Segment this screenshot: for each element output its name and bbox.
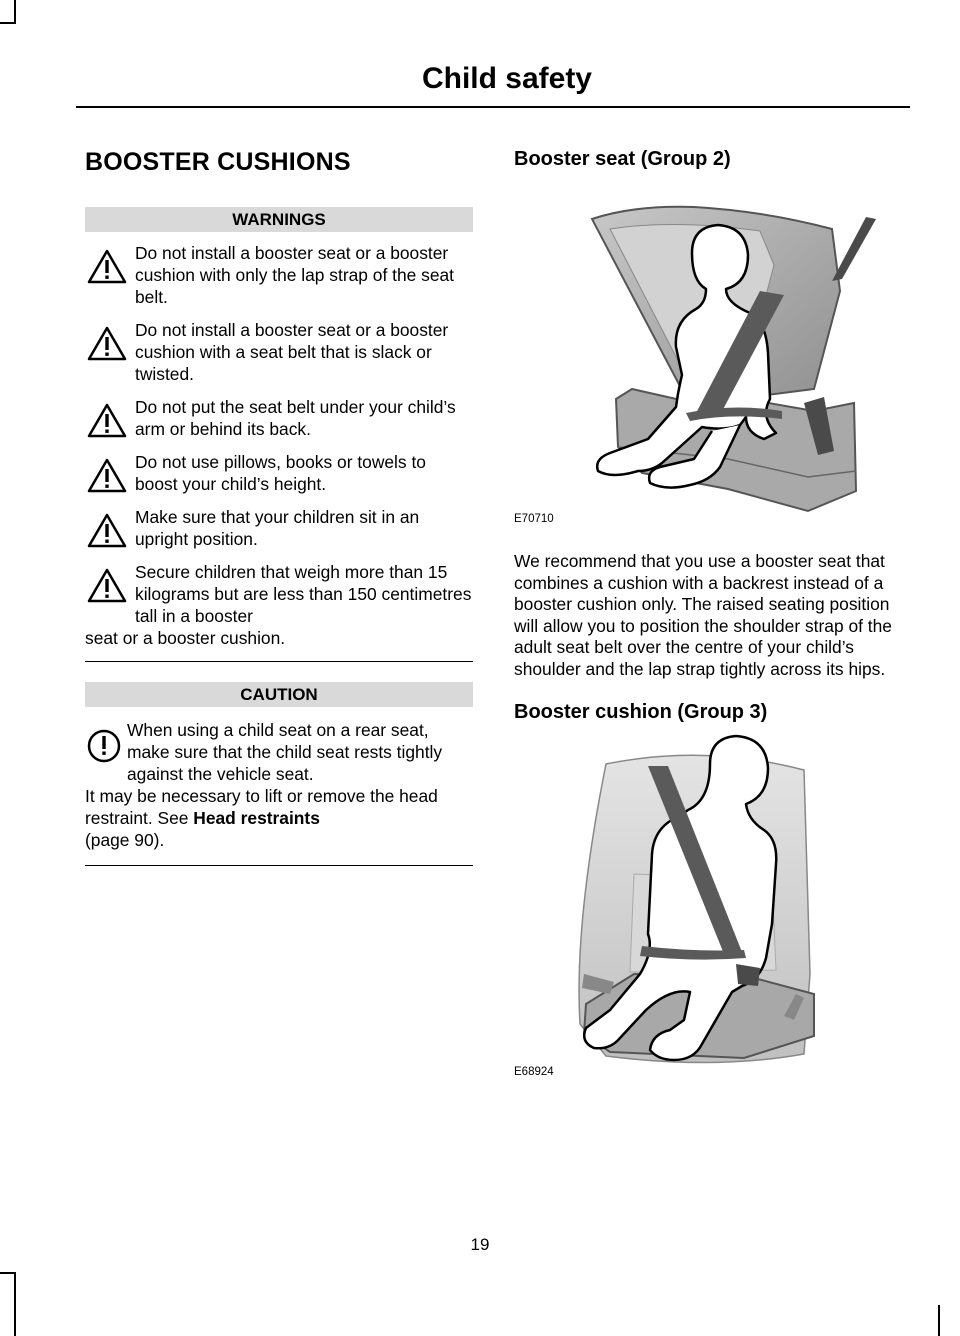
warning-item: [85, 396, 473, 440]
booster-cushion-illustration: [514, 724, 909, 1074]
warnings-banner: WARNINGS: [85, 207, 473, 232]
booster-cushion-heading: Booster cushion (Group 3): [514, 701, 768, 723]
booster-cushion-figure: [514, 724, 909, 1078]
warning-item: [85, 561, 473, 649]
caution-page-ref[interactable]: (page 90).: [85, 830, 165, 850]
crop-mark-br-v: [938, 1305, 940, 1336]
figure-id: E70710: [514, 513, 554, 525]
caution-banner: CAUTION: [85, 682, 473, 707]
head-restraints-link[interactable]: Head restraints: [193, 808, 320, 828]
warning-text-continued: seat or a booster cushion.: [85, 628, 286, 648]
warning-item: [85, 451, 473, 495]
warning-item: [85, 242, 473, 308]
warning-triangle-icon: [87, 568, 127, 604]
figure-id: E68924: [514, 1066, 554, 1078]
warning-item: [85, 319, 473, 385]
warning-item: [85, 506, 473, 550]
caution-text: When using a child seat on a rear seat, make sure that the child seat rests tightly against the vehicle seat.: [127, 720, 443, 784]
caution-circle-icon: [87, 725, 129, 767]
crop-mark-tl-v: [14, 0, 16, 24]
right-column: [514, 148, 909, 1078]
booster-seat-heading: Booster seat (Group 2): [514, 148, 731, 170]
warning-text: Do not install a booster seat or a booster cushion with a seat belt that is slack or twisted.: [135, 320, 449, 384]
warning-triangle-icon: [87, 326, 127, 362]
crop-mark-bl-v: [14, 1272, 16, 1336]
booster-seat-figure: [514, 171, 909, 525]
warning-text: Do not install a booster seat or a booster cushion with only the lap strap of the seat belt.: [135, 243, 455, 307]
warning-text: Make sure that your children sit in an upright position.: [135, 507, 420, 549]
warning-triangle-icon: [87, 249, 127, 285]
crop-mark-bl-h: [0, 1272, 16, 1274]
booster-seat-paragraph: We recommend that you use a booster seat that combines a cushion with a backrest instead of a booster cushion only. The raised seating position will allow you to position the shoulder strap of the adult seat belt over the centre of your child’s shoulder and the lap strap tightly across its hips.: [514, 551, 892, 679]
caution-item: [85, 719, 473, 851]
warning-triangle-icon: [87, 513, 127, 549]
page-title: Child safety: [421, 62, 592, 95]
left-column: [85, 148, 473, 866]
warning-triangle-icon: [87, 458, 127, 494]
crop-mark-tl-h: [0, 22, 16, 24]
warning-text: Secure children that weigh more than 15 kilograms but are less than 150 centimetres tall in a booster: [135, 562, 472, 626]
warning-triangle-icon: [87, 403, 127, 439]
caution-text-continued: It may be necessary to lift or remove the head restraint. See Head restraints (page 90).: [85, 786, 438, 850]
section-heading: BOOSTER CUSHIONS: [85, 148, 351, 176]
header-rule: [76, 106, 910, 108]
page-number: 19: [470, 1235, 490, 1254]
booster-seat-illustration: [514, 171, 909, 521]
caution-rule: [85, 865, 473, 866]
warning-text: Do not put the seat belt under your child’s arm or behind its back.: [135, 397, 456, 439]
warning-text: Do not use pillows, books or towels to boost your child’s height.: [135, 452, 426, 494]
